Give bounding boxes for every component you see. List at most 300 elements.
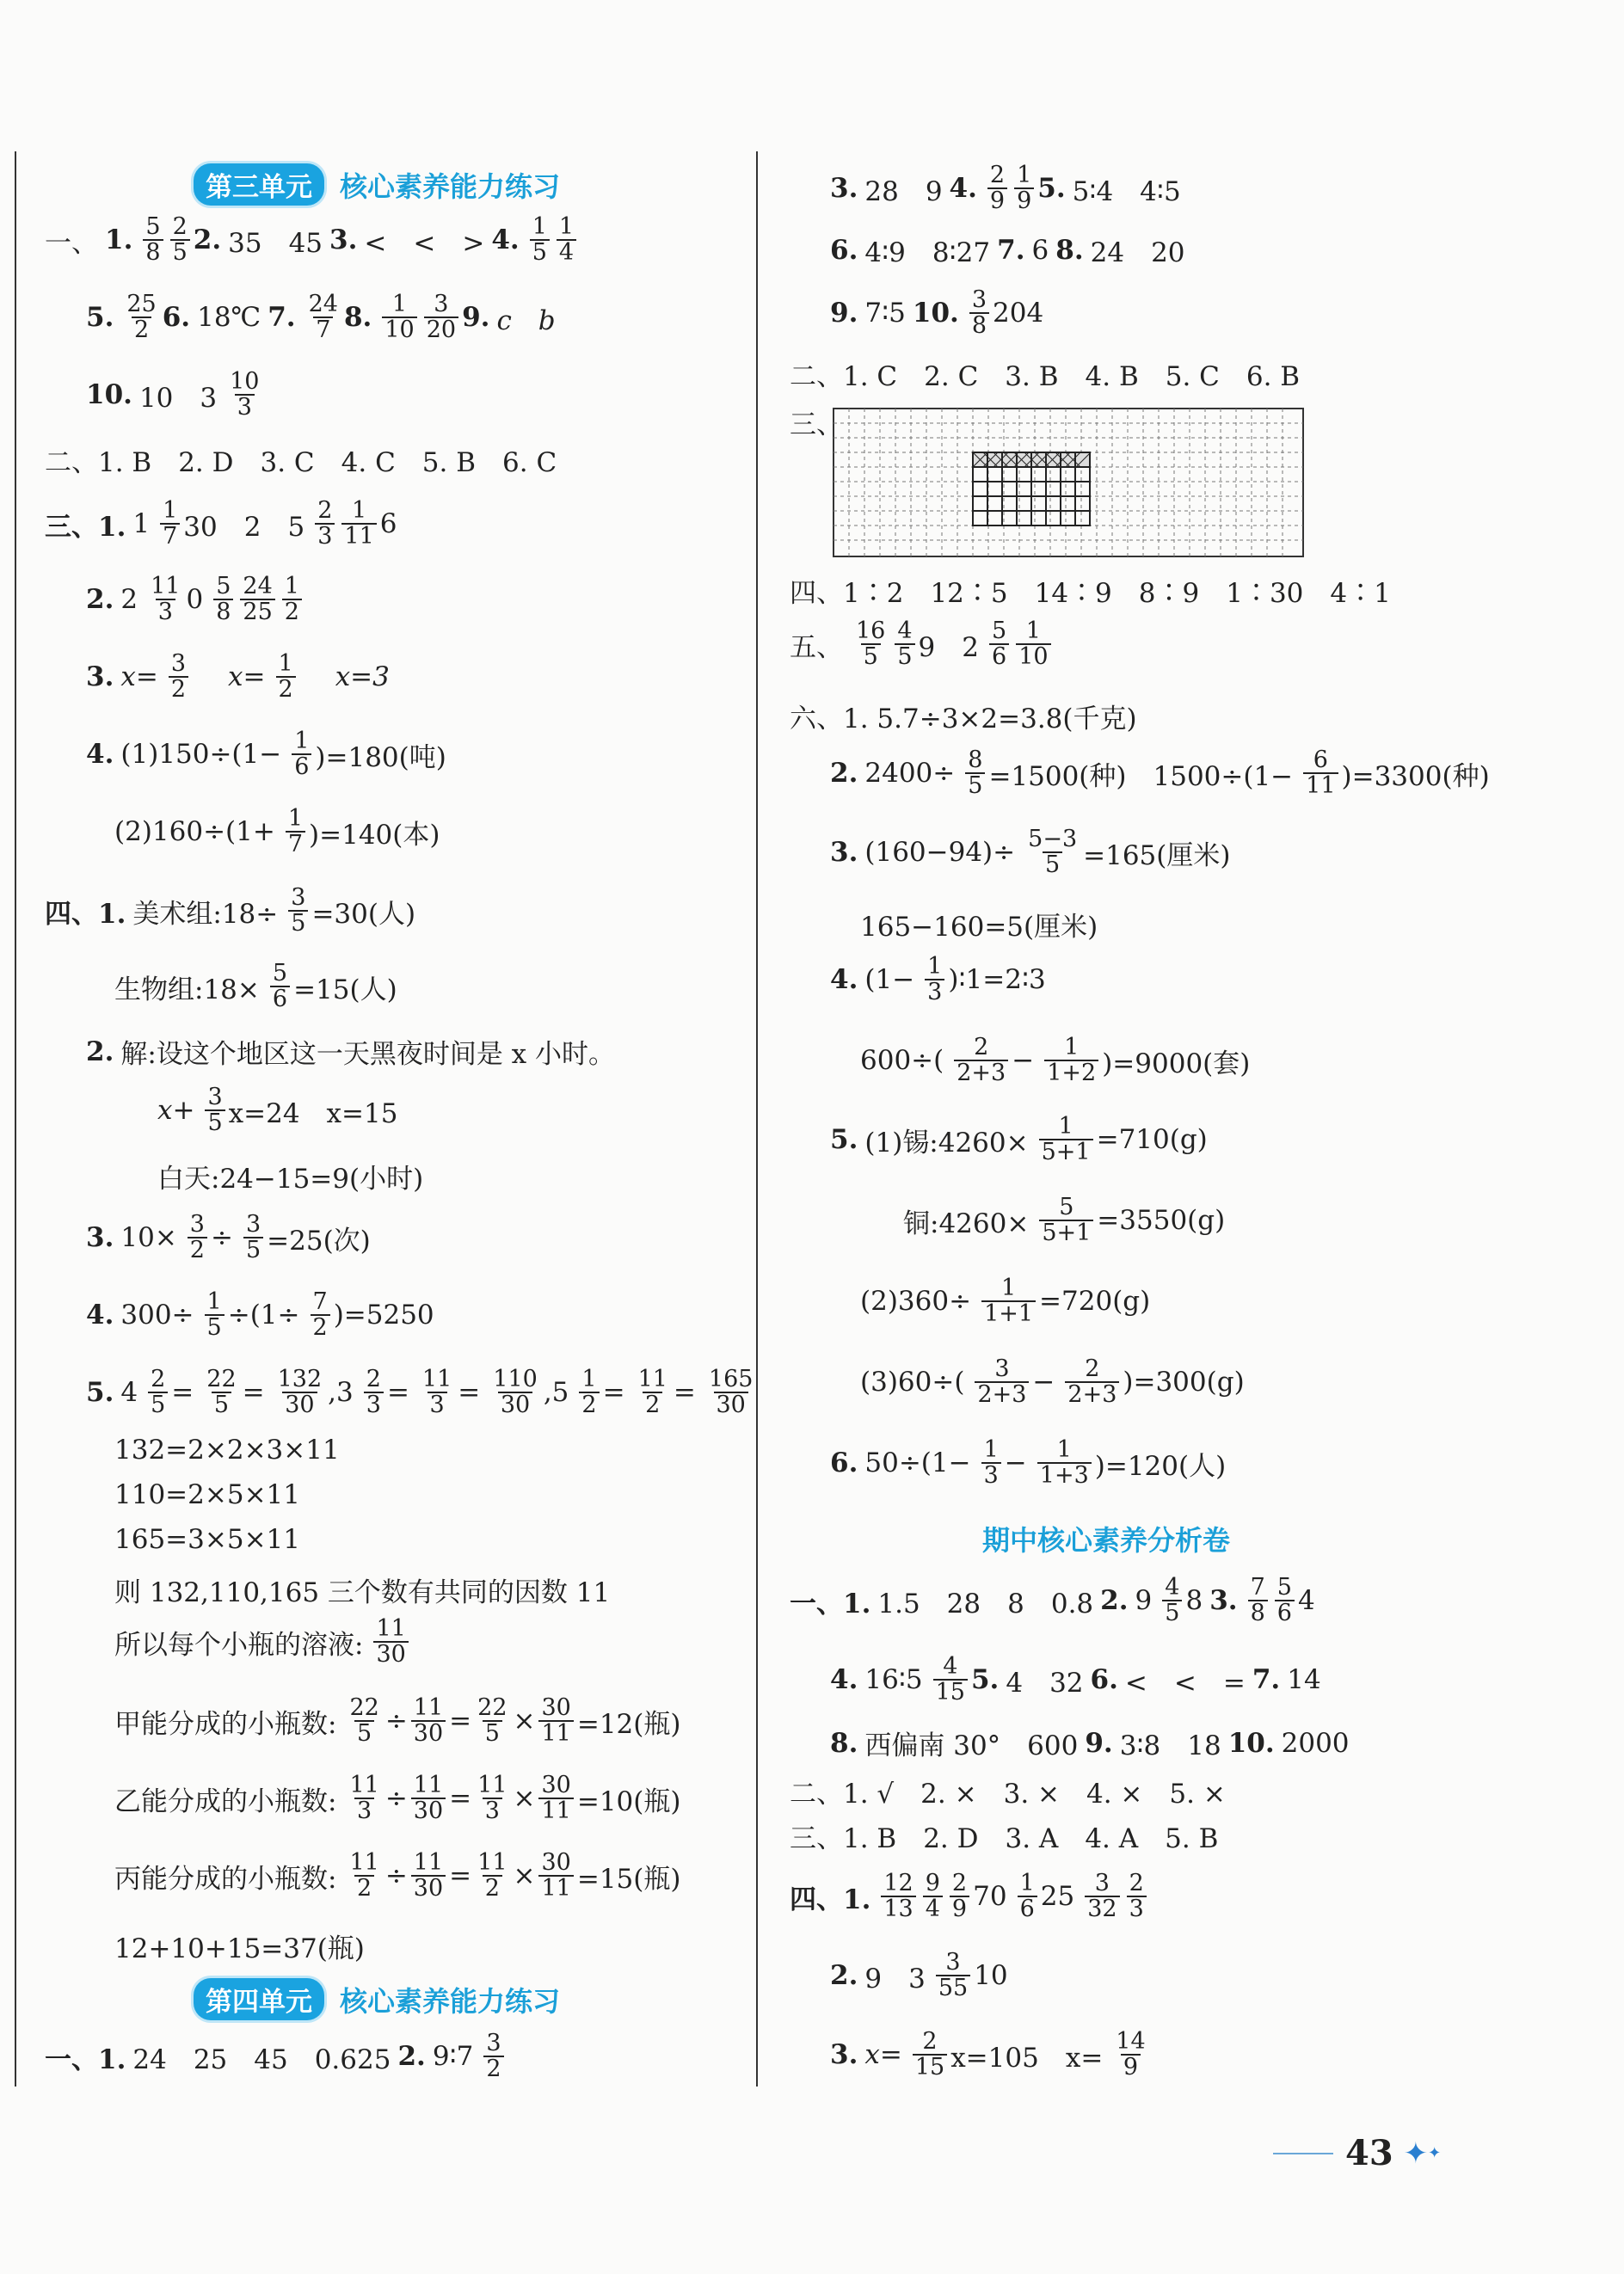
r-part6-q1 — [790, 697, 1144, 735]
answer: 165−160=5(厘米) — [860, 912, 1098, 943]
fraction: $\frac{11}{30}$ — [411, 1851, 446, 1902]
left-margin-rule — [15, 151, 16, 2087]
fraction: $\frac{2}{3}$ — [315, 499, 335, 550]
answer: = — [458, 1377, 481, 1409]
label: 3. — [86, 1222, 114, 1254]
label: 3. — [830, 173, 858, 205]
answer: =30(人) — [311, 898, 416, 930]
answer: 165=3×5×11 — [114, 1524, 300, 1555]
fraction: $\frac{1}{5}$ — [530, 215, 550, 266]
answer: = — [171, 1377, 194, 1409]
r-part6-q5c — [860, 1276, 1157, 1327]
label: 3. — [329, 224, 358, 256]
label: 10. — [86, 379, 132, 411]
fraction: $\frac{2}{3}$ — [1127, 1871, 1147, 1922]
answer: 西偏南 30° 600 — [864, 1730, 1079, 1761]
label: 6. — [830, 234, 858, 266]
page-number: 43 — [1345, 2133, 1393, 2173]
fraction: $\frac{11}{3}$ — [477, 1772, 508, 1825]
fraction: $\frac{1}{2}$ — [276, 652, 296, 703]
fraction: $\frac{14}{9}$ — [1116, 2028, 1146, 2081]
r-part6-q4b — [860, 1036, 1257, 1086]
answer: 6 — [379, 508, 397, 540]
answer: 10× — [120, 1222, 177, 1254]
unit4-title: 核心素养能力练习 — [340, 1984, 561, 2018]
mid-part4-q3 — [830, 2030, 1152, 2080]
fraction: $\frac{11}{3}$ — [349, 1772, 379, 1825]
unit3-banner — [194, 163, 560, 206]
label: 3. — [830, 2039, 858, 2071]
fraction: $\frac{1}{2}$ — [579, 1367, 599, 1418]
fraction: $\frac{1}{1+1}$ — [981, 1276, 1036, 1327]
mid-row1 — [790, 1576, 1322, 1626]
answer: x=24 x=15 — [228, 1097, 398, 1129]
answer: 4 — [120, 1377, 138, 1409]
answer: 0 — [186, 584, 204, 616]
answer: )=5250 — [333, 1300, 434, 1331]
u3-part4-q3 — [86, 1213, 378, 1263]
fraction: $\frac{1}{10}$ — [1016, 619, 1050, 670]
fraction: $\frac{3}{5}$ — [288, 886, 308, 937]
label: 3. — [830, 837, 858, 869]
answer: − — [1032, 1367, 1055, 1398]
fraction: $\frac{12}{13}$ — [881, 1871, 915, 1922]
fraction: $\frac{165}{30}$ — [708, 1366, 754, 1419]
u3-part3-q3 — [86, 652, 397, 703]
answer: )=140(本) — [309, 819, 440, 851]
label: 2. — [830, 758, 858, 790]
fraction: $\frac{1}{1+3}$ — [1037, 1438, 1092, 1489]
label: 8. — [830, 1727, 858, 1759]
answer: 25 — [1040, 1881, 1075, 1913]
fraction: $\frac{24}{7}$ — [308, 291, 338, 344]
star-icon: ✦ — [1403, 2136, 1429, 2171]
answer: x= — [864, 2039, 902, 2071]
answer: (1)150÷(1− — [120, 739, 282, 771]
label: 9. — [830, 298, 858, 329]
unit3-title: 核心素养能力练习 — [340, 169, 561, 203]
u4-l8: 丙能分成的小瓶数: $\frac{11}{2}$ ÷ $\frac{11}{30}$ = $\frac{11}{2}$ × $\frac{30}{11}$ =15(瓶) — [114, 1849, 681, 1902]
answer: =10(瓶) — [576, 1785, 681, 1817]
answer: (3)60÷( — [860, 1367, 965, 1398]
label: 2. — [397, 2041, 426, 2073]
label: 9. — [462, 302, 490, 334]
label: 4. — [86, 739, 114, 771]
u4-l5 — [114, 1617, 412, 1668]
label: 5. — [86, 302, 114, 334]
r-part6-q5a — [830, 1115, 1215, 1165]
r-part6-q3b — [860, 905, 1104, 943]
label: 4. — [491, 224, 520, 256]
fraction: $\frac{4}{15}$ — [933, 1655, 968, 1706]
u4-l6: 甲能分成的小瓶数: $\frac{22}{5}$ ÷ $\frac{11}{30}$ = $\frac{22}{5}$ × $\frac{30}{11}$ =12(瓶) — [114, 1694, 681, 1748]
answer: 4∶9 8∶27 — [864, 237, 991, 268]
u3-part3-q2 — [86, 575, 305, 625]
fraction: $\frac{5}{6}$ — [989, 619, 1009, 670]
fraction: $\frac{22}{5}$ — [206, 1366, 237, 1419]
mid-part4-q1 — [790, 1871, 1150, 1922]
answer: 三、1. B 2. D 3. A 4. A 5. B — [790, 1823, 1219, 1854]
answer: =15(瓶) — [576, 1863, 681, 1895]
fraction: $\frac{25}{2}$ — [126, 291, 157, 344]
label: 10. — [1227, 1727, 1275, 1759]
answer: 7∶5 — [864, 298, 906, 329]
answer: 美术组:18÷ — [132, 898, 279, 930]
fraction: $\frac{1}{10}$ — [382, 292, 416, 343]
answer: 70 — [973, 1881, 1007, 1913]
column-divider — [756, 151, 758, 2087]
answer: c b — [496, 304, 556, 336]
fraction: $\frac{3}{32}$ — [1085, 1871, 1119, 1922]
r-part6-q2 — [830, 748, 1497, 799]
r-part6-q5b — [903, 1195, 1232, 1246]
answer: )=300(g) — [1123, 1367, 1245, 1398]
answer: )=120(人) — [1094, 1450, 1227, 1482]
u3-part3-q1 — [45, 499, 403, 550]
answer: ÷(1÷ — [227, 1300, 300, 1331]
label: 2. — [1100, 1585, 1129, 1617]
answer: )=180(吨) — [315, 741, 446, 773]
fraction: $\frac{7}{2}$ — [311, 1290, 330, 1341]
fraction: $\frac{1}{7}$ — [160, 499, 180, 550]
answer: 1.5 28 8 0.8 — [877, 1588, 1094, 1619]
label: 三、 — [790, 409, 843, 440]
answer: < < > — [364, 227, 485, 259]
answer: =3550(g) — [1097, 1205, 1226, 1237]
fraction: $\frac{1}{11}$ — [341, 499, 376, 550]
fraction: $\frac{30}{11}$ — [538, 1773, 573, 1824]
label: 4. — [830, 964, 858, 996]
u4-l7: 乙能分成的小瓶数: $\frac{11}{3}$ ÷ $\frac{11}{30}$ = $\frac{11}{3}$ × $\frac{30}{11}$ =10(瓶) — [114, 1772, 681, 1825]
answer: )=3300(种) — [1341, 760, 1490, 792]
answer: 9∶7 — [432, 2041, 474, 2073]
answer: (1− — [864, 964, 915, 996]
answer: 1 — [132, 508, 151, 540]
label: 4. — [949, 173, 977, 205]
answer: 二、1. C 2. C 3. B 4. B 5. C 6. B — [790, 361, 1301, 392]
fraction: $\frac{5}{8}$ — [143, 215, 163, 266]
r-part6-q6 — [830, 1438, 1233, 1489]
fraction: $\frac{22}{5}$ — [349, 1694, 379, 1748]
fraction: $\frac{8}{5}$ — [965, 748, 985, 799]
answer: )∶1=2∶3 — [948, 964, 1046, 996]
fraction: $\frac{3}{2+3}$ — [975, 1357, 1029, 1408]
grid-figure — [833, 408, 1304, 557]
r-part6-q3 — [830, 827, 1237, 878]
answer: 则 132,110,165 三个数有共同的因数 11 — [114, 1577, 611, 1608]
answer: 24 20 — [1090, 237, 1185, 268]
r-row3 — [830, 288, 1050, 339]
fraction: $\frac{11}{2}$ — [477, 1849, 508, 1902]
r-part6-q5d — [860, 1357, 1252, 1408]
fraction: $\frac{9}{4}$ — [923, 1871, 943, 1922]
answer: 所以每个小瓶的溶液: — [114, 1629, 364, 1661]
answer: =710(g) — [1096, 1124, 1208, 1156]
fraction: $\frac{22}{5}$ — [477, 1694, 508, 1748]
fraction: $\frac{24}{25}$ — [240, 575, 274, 625]
answer: 四、1∶2 12∶5 14∶9 8∶9 1∶30 4∶1 — [790, 578, 1391, 609]
label: 6. — [830, 1447, 858, 1479]
answer: 乙能分成的小瓶数: — [114, 1785, 337, 1817]
label: 3. — [1209, 1585, 1238, 1617]
answer: 50÷(1− — [864, 1447, 971, 1479]
u3-row1 — [45, 215, 580, 266]
u4-l3 — [114, 1524, 307, 1555]
r-part2 — [790, 354, 1307, 393]
answer: ,5 — [543, 1377, 569, 1409]
answer: 5∶4 4∶5 — [1072, 175, 1181, 207]
fraction: $\frac{16}{5}$ — [856, 618, 886, 671]
fraction: $\frac{11}{3}$ — [421, 1366, 452, 1419]
answer: =720(g) — [1039, 1286, 1151, 1318]
answer: 10 — [974, 1960, 1008, 1992]
u4-l1 — [114, 1435, 347, 1466]
fraction: $\frac{2}{2+3}$ — [1065, 1357, 1119, 1408]
fraction: $\frac{5}{5+1}$ — [1039, 1195, 1093, 1246]
label: 2. — [830, 1960, 858, 1992]
answer: (2)160÷(1+ — [114, 816, 275, 848]
fraction: $\frac{2}{9}$ — [987, 163, 1007, 214]
answer: 14 — [1287, 1664, 1321, 1696]
answer: x=105 x= — [950, 2042, 1104, 2074]
u4-l4 — [114, 1570, 617, 1609]
fraction: $\frac{3}{5}$ — [205, 1085, 225, 1136]
answer: = — [602, 1377, 625, 1409]
fraction: $\frac{2}{5}$ — [170, 215, 190, 266]
fraction: $\frac{3}{2}$ — [169, 652, 188, 703]
fraction: $\frac{3}{2}$ — [483, 2031, 503, 2082]
small-star-icon: ✦ — [1428, 2144, 1442, 2162]
fraction: $\frac{11}{30}$ — [411, 1773, 446, 1824]
mid-row2 — [830, 1655, 1328, 1706]
answer: 204 — [993, 298, 1044, 329]
label: 5. — [86, 1377, 114, 1409]
answer: 28 9 — [864, 175, 943, 207]
answer: x= — [120, 661, 158, 693]
fraction: $\frac{110}{30}$ — [493, 1366, 538, 1419]
fraction: $\frac{11}{2}$ — [349, 1849, 379, 1902]
answer: 六、1. 5.7÷3×2=3.8(千克) — [790, 704, 1137, 734]
fraction: $\frac{5}{8}$ — [213, 575, 233, 625]
unit4-badge: 第四单元 — [194, 1978, 324, 2020]
label: 8. — [343, 302, 372, 334]
answer: 4 — [1297, 1585, 1315, 1617]
unit4-banner — [194, 1978, 560, 2020]
answer: = — [386, 1377, 409, 1409]
answer: 24 25 45 0.625 — [132, 2044, 391, 2075]
fraction: $\frac{4}{5}$ — [895, 619, 914, 670]
fraction: $\frac{1}{2}$ — [282, 575, 302, 625]
fraction: $\frac{11}{3}$ — [151, 573, 181, 626]
label: 2. — [86, 1036, 114, 1067]
answer: (160−94)÷ — [864, 837, 1016, 869]
label: 2. — [86, 584, 114, 616]
r-row2 — [830, 230, 1192, 269]
answer: 30 2 5 — [183, 511, 305, 543]
fraction: $\frac{1}{3}$ — [981, 1438, 1001, 1489]
answer: 2 — [120, 584, 138, 616]
fraction: $\frac{5}{6}$ — [1275, 1576, 1295, 1626]
u3-part4-q1a — [45, 886, 422, 937]
answer: 4 32 — [1006, 1667, 1084, 1699]
answer: 丙能分成的小瓶数: — [114, 1863, 337, 1895]
answer: 600÷( — [860, 1045, 944, 1077]
r-part4 — [790, 571, 1398, 610]
label: 五、 — [790, 631, 843, 663]
label: 一、1. — [45, 2044, 126, 2075]
answer: 110=2×5×11 — [114, 1479, 300, 1510]
answer: x=3 — [335, 661, 390, 693]
label: 三、1. — [45, 511, 126, 543]
fraction: $\frac{1}{9}$ — [1014, 163, 1034, 214]
r-part5 — [790, 619, 1055, 670]
answer: 8 — [1185, 1585, 1203, 1617]
label: 3. — [86, 661, 114, 693]
u3-row2 — [86, 292, 563, 343]
fraction: $\frac{1}{4}$ — [557, 215, 576, 266]
midterm-title: 期中核心素养分析卷 — [982, 1524, 1231, 1557]
fraction: $\frac{1}{3}$ — [925, 955, 944, 1005]
fraction: $\frac{7}{8}$ — [1248, 1576, 1268, 1626]
answer: 2400÷ — [864, 758, 956, 790]
answer: ÷ — [210, 1222, 233, 1254]
u3-part4-q2 — [86, 1032, 622, 1071]
fraction: $\frac{2}{15}$ — [913, 2030, 947, 2080]
answer: 甲能分成的小瓶数: — [114, 1708, 337, 1740]
label: 一、 — [45, 227, 98, 259]
label: 2. — [193, 224, 222, 256]
page-footer — [1273, 2133, 1441, 2173]
answer: )=9000(套) — [1102, 1048, 1251, 1079]
answer: 9 3 — [864, 1963, 926, 1994]
u3-part2 — [45, 440, 563, 479]
label: 7. — [268, 302, 296, 334]
u3-part4-q1b — [114, 962, 404, 1012]
mid-part4-q2 — [830, 1951, 1015, 2001]
mid-part2 — [790, 1772, 1233, 1810]
fraction: $\frac{3}{8}$ — [969, 288, 989, 339]
fraction: $\frac{2}{3}$ — [364, 1367, 384, 1418]
label: 6. — [1090, 1664, 1118, 1696]
fraction: $\frac{4}{5}$ — [1162, 1576, 1182, 1626]
fraction: $\frac{1}{6}$ — [292, 729, 311, 780]
fraction: $\frac{6}{11}$ — [1303, 748, 1338, 799]
u3-part4-q2-eq — [157, 1085, 404, 1136]
label: 10. — [912, 298, 959, 329]
fraction: $\frac{3}{5}$ — [243, 1213, 263, 1263]
answer: =25(次) — [267, 1225, 371, 1257]
fraction: $\frac{5-3}{5}$ — [1028, 826, 1078, 879]
fraction: $\frac{2}{9}$ — [950, 1871, 969, 1922]
answer: 6 — [1031, 234, 1049, 266]
answer: 132=2×2×3×11 — [114, 1435, 340, 1466]
unit3-badge: 第三单元 — [194, 163, 324, 206]
answer: 10 3 — [138, 382, 218, 414]
answer: 3∶8 18 — [1119, 1730, 1221, 1761]
answer: − — [1012, 1045, 1035, 1077]
footer-rule — [1273, 2153, 1333, 2154]
answer: =1500(种) 1500÷(1− — [988, 760, 1294, 792]
answer: 2000 — [1281, 1727, 1350, 1759]
u3-part3-q4b — [114, 807, 446, 857]
u3-part4-q5 — [86, 1367, 759, 1418]
label: 8. — [1055, 234, 1084, 266]
fraction: $\frac{11}{30}$ — [411, 1696, 446, 1747]
fraction: $\frac{132}{30}$ — [277, 1366, 323, 1419]
label: 一、1. — [790, 1588, 871, 1619]
u5-row1 — [45, 2031, 508, 2082]
answer: 35 45 — [228, 227, 323, 259]
mid-row3 — [830, 1724, 1356, 1762]
label: 四、1. — [45, 898, 126, 930]
answer: 解:设这个地区这一天黑夜时间是 x 小时。 — [120, 1039, 616, 1070]
answer: 18℃ — [197, 302, 261, 334]
answer: = — [242, 1377, 265, 1409]
fraction: $\frac{1}{6}$ — [1018, 1871, 1037, 1922]
answer: 铜:4260× — [903, 1208, 1030, 1239]
answer: (2)360÷ — [860, 1286, 972, 1318]
label: 5. — [830, 1124, 858, 1156]
fraction: $\frac{11}{2}$ — [637, 1366, 667, 1419]
fraction: $\frac{3}{20}$ — [424, 292, 458, 343]
label: 1. — [105, 224, 133, 256]
u3-part4-q2-day — [157, 1157, 430, 1195]
answer: 9 — [1135, 1585, 1153, 1617]
answer: 12+10+15=37(瓶) — [114, 1933, 365, 1964]
label: 9. — [1085, 1727, 1113, 1759]
label: 四、1. — [790, 1884, 871, 1915]
r-row1 — [830, 163, 1188, 214]
u3-part4-q4 — [86, 1290, 441, 1341]
fraction: $\frac{30}{11}$ — [538, 1696, 573, 1747]
answer: 二、1. B 2. D 3. C 4. C 5. B 6. C — [45, 447, 557, 478]
answer: =12(瓶) — [576, 1708, 681, 1740]
fraction: $\frac{3}{2}$ — [188, 1213, 207, 1263]
fraction: $\frac{5}{6}$ — [270, 962, 290, 1012]
answer: x+ — [157, 1095, 195, 1127]
answer: = — [673, 1377, 696, 1409]
answer: < < = — [1124, 1667, 1246, 1699]
fraction: $\frac{3}{55}$ — [936, 1951, 970, 2001]
u4-l9 — [114, 1927, 372, 1965]
label: 4. — [86, 1300, 114, 1331]
answer: =165(厘米) — [1083, 839, 1231, 871]
label: 7. — [997, 234, 1025, 266]
answer: 二、1. √ 2. × 3. × 4. × 5. × — [790, 1779, 1226, 1810]
midterm-banner — [982, 1519, 1230, 1558]
mid-part3 — [790, 1816, 1225, 1855]
u3-row3 — [86, 370, 265, 421]
answer: ,3 — [328, 1377, 354, 1409]
u4-l2 — [114, 1479, 307, 1510]
label: 7. — [1252, 1664, 1281, 1696]
answer: 白天:24−15=9(小时) — [157, 1164, 424, 1195]
label: 5. — [970, 1664, 1000, 1696]
answer: 300÷ — [120, 1300, 194, 1331]
r-part6-q4 — [830, 955, 1053, 1005]
u3-part3-q4a — [86, 729, 453, 780]
fraction: $\frac{1}{5+1}$ — [1039, 1115, 1093, 1165]
label: 6. — [162, 302, 191, 334]
fraction: $\frac{2}{2+3}$ — [954, 1036, 1008, 1086]
answer: 16∶5 — [864, 1664, 923, 1696]
fraction: $\frac{1}{7}$ — [286, 807, 305, 857]
fraction: $\frac{2}{5}$ — [148, 1367, 168, 1418]
answer: 生物组:18× — [114, 974, 260, 1005]
answer: =15(人) — [293, 974, 397, 1005]
answer: − — [1004, 1447, 1027, 1479]
fraction: $\frac{1}{5}$ — [205, 1290, 225, 1341]
